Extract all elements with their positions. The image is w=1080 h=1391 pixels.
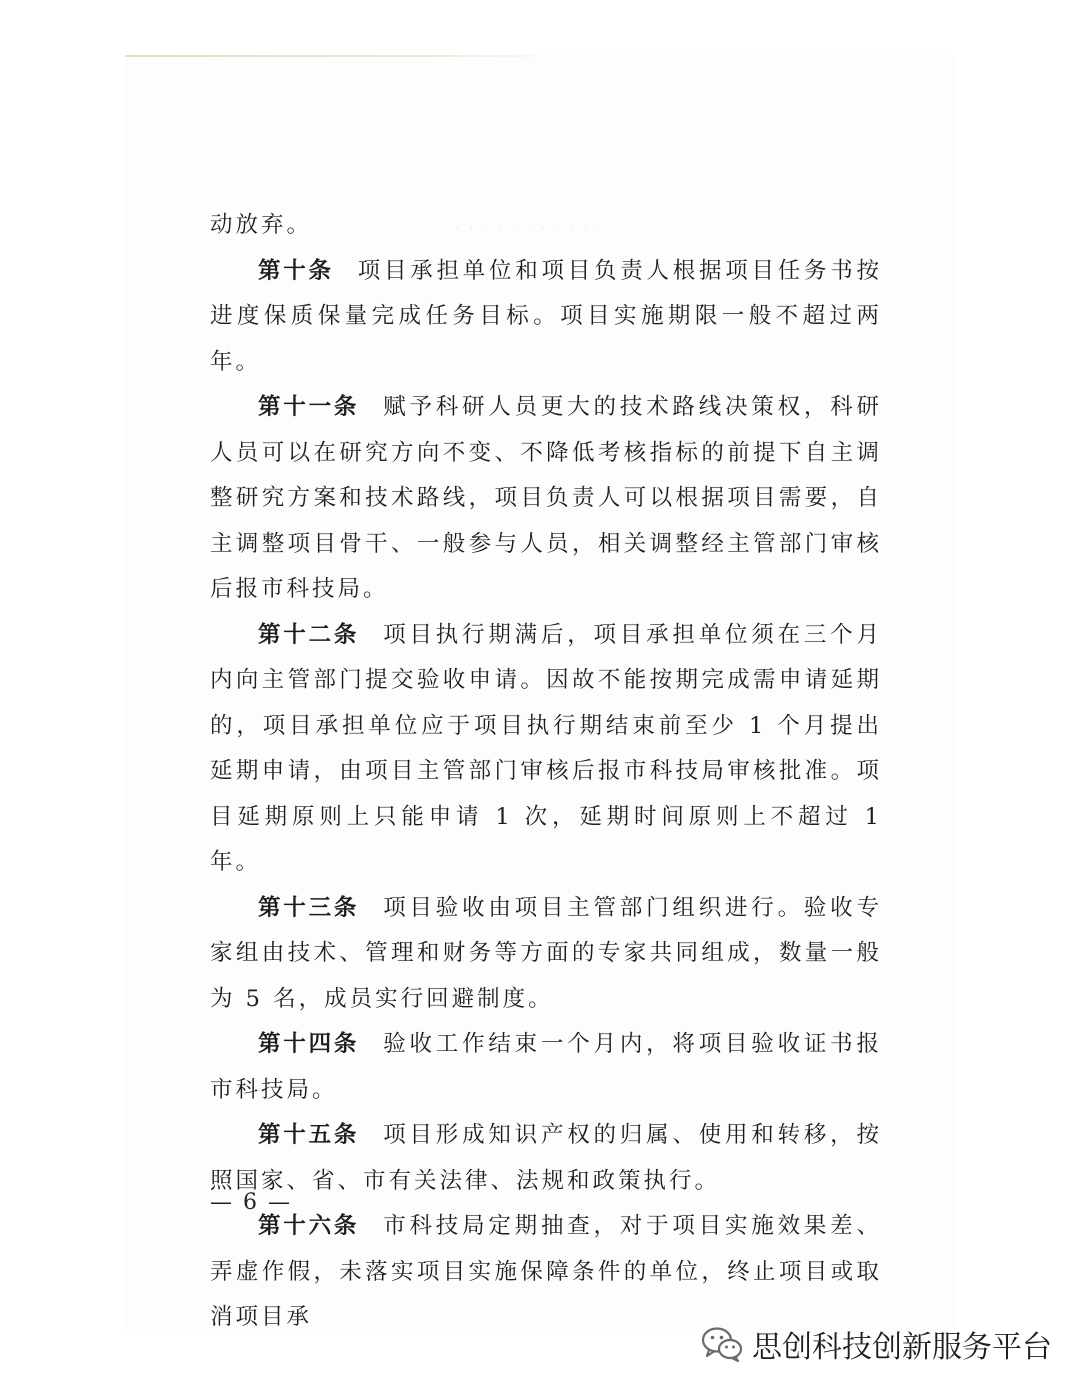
article-label: 第十四条 [258, 1031, 360, 1057]
article-11 [210, 385, 882, 613]
article-label: 第十二条 [258, 621, 360, 648]
article-text: 项目验收由项目主管部门组织进行。验收专家组由技术、管理和财务等方面的专家共同组成，数量一般为 5 名，成员实行回避制度。 [210, 894, 882, 1012]
watermark-text: 思创科技创新服务平台 [752, 1330, 1052, 1365]
page-top-edge [125, 55, 555, 57]
document-body [210, 203, 882, 1341]
article-label: 第十六条 [258, 1213, 360, 1239]
article-13 [210, 886, 882, 1023]
article-text: 项目形成知识产权的归属、使用和转移，按照国家、省、市有关法律、法规和政策执行。 [210, 1122, 882, 1194]
article-text: 赋予科研人员更大的技术路线决策权，科研人员可以在研究方向不变、不降低考核指标的前提下自主调整研究方案和技术路线，项目负责人可以根据项目需要，自主调整项目骨干、一般参与人员，相关调整经主管部门审核后报市科技局。 [210, 394, 882, 602]
article-text: 项目承担单位和项目负责人根据项目任务书按进度保质保量完成任务目标。项目实施期限一般不超过两年。 [210, 257, 882, 375]
article-text: 市科技局定期抽查，对于项目实施效果差、弄虚作假，未落实项目实施保障条件的单位，终止项目或取消项目承 [210, 1213, 882, 1330]
article-10 [210, 249, 882, 386]
watermark [700, 1322, 1052, 1366]
continuation-paragraph: 动放弃。 [210, 212, 313, 238]
article-15 [210, 1113, 882, 1204]
article-14 [210, 1022, 882, 1113]
article-16 [210, 1204, 882, 1341]
article-label: 第十条 [258, 257, 334, 284]
article-label: 第十三条 [258, 894, 360, 921]
article-label: 第十五条 [258, 1122, 360, 1148]
bleed-through-text: · · · · · · · · · · · [455, 222, 605, 237]
page-number: — 6 — [210, 1190, 292, 1215]
article-12 [210, 613, 882, 886]
article-label: 第十一条 [258, 394, 360, 420]
wechat-icon [700, 1324, 744, 1364]
article-text: 项目执行期满后，项目承担单位须在三个月内向主管部门提交验收申请。因故不能按期完成需申请延期的，项目承担单位应于项目执行期结束前至少 1 个月提出延期申请，由项目主管部门审核后报市科技局审核批准。项目延期原则上只能申请 1 次，延期时间原则上不超过 1 年。 [210, 621, 882, 875]
article-text: 验收工作结束一个月内，将项目验收证书报市科技局。 [210, 1031, 882, 1103]
